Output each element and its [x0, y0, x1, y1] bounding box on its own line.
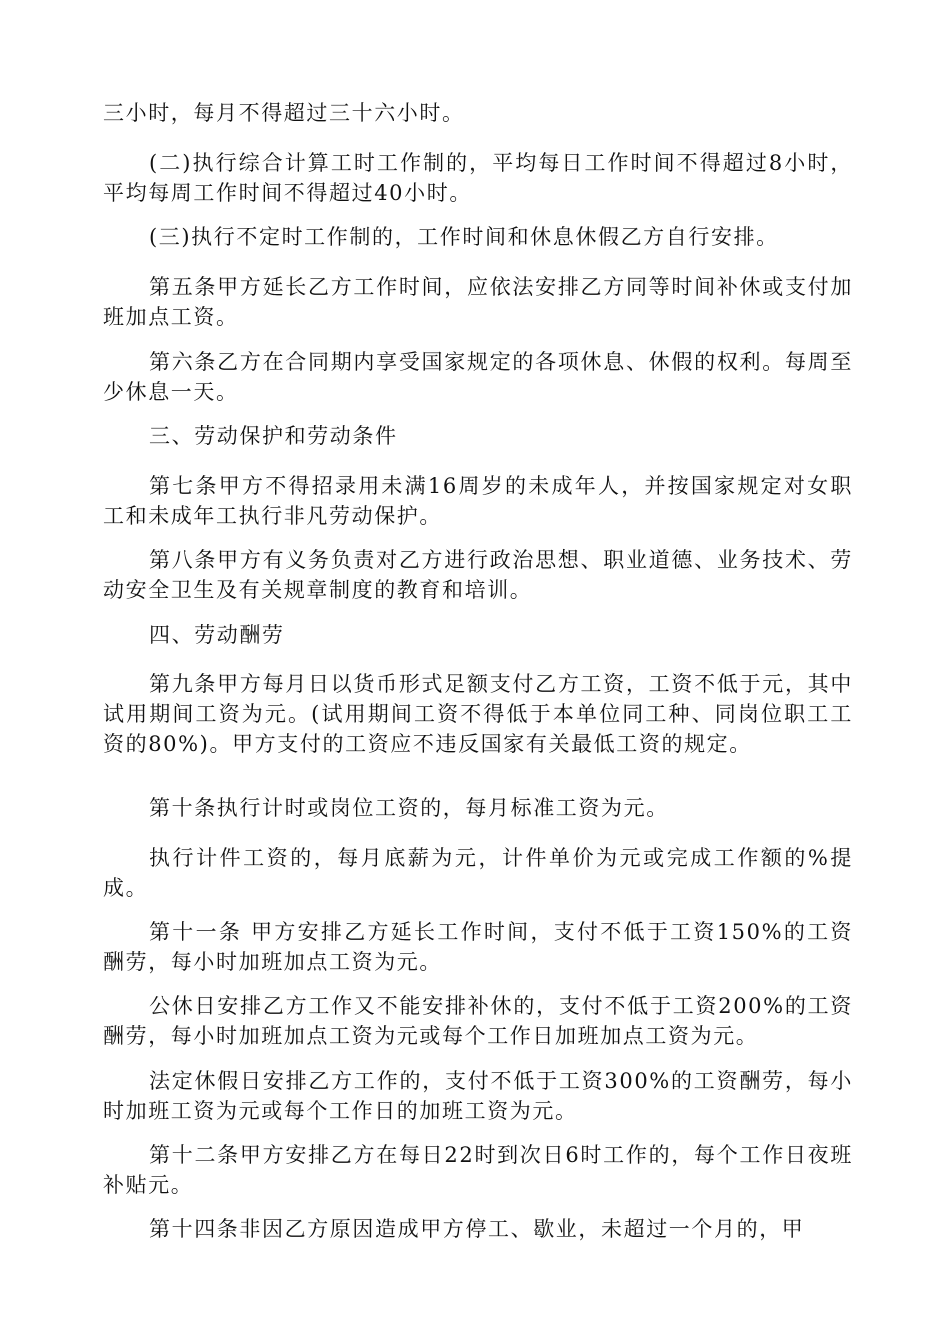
paragraph: 第十条执行计时或岗位工资的，每月标准工资为元。: [149, 796, 669, 820]
paragraph: 第七条甲方不得招录用未满16周岁的未成年人，并按国家规定对女职工和未成年工执行非凡劳动保护。: [103, 474, 853, 528]
paragraph: 公休日安排乙方工作又不能安排补休的，支付不低于工资200%的工资酬劳，每小时加班加点工资为元或每个工作日加班加点工资为元。: [103, 994, 853, 1048]
paragraph: (二)执行综合计算工时工作制的，平均每日工作时间不得超过8小时，平均每周工作时间不得超过40小时。: [103, 151, 853, 205]
paragraph: 第五条甲方延长乙方工作时间，应依法安排乙方同等时间补休或支付加班加点工资。: [103, 275, 853, 329]
paragraph: 第十二条甲方安排乙方在每日22时到次日6时工作的，每个工作日夜班补贴元。: [103, 1143, 853, 1197]
paragraph: 三小时，每月不得超过三十六小时。: [103, 101, 465, 125]
paragraph: 第六条乙方在合同期内享受国家规定的各项休息、休假的权利。每周至少休息一天。: [103, 350, 853, 404]
paragraph: 第十四条非因乙方原因造成甲方停工、歇业，未超过一个月的，甲: [149, 1217, 805, 1241]
paragraph: (三)执行不定时工作制的，工作时间和休息休假乙方自行安排。: [149, 225, 779, 249]
paragraph: 第九条甲方每月日以货币形式足额支付乙方工资，工资不低于元，其中试用期间工资为元。(试用期间工资不得低于本单位同工种、同岗位职工工资的80%)。甲方支付的工资应不违反国家有关最低工资的规定。: [103, 672, 853, 756]
paragraph: 第十一条 甲方安排乙方延长工作时间，支付不低于工资150%的工资酬劳，每小时加班加点工资为元。: [103, 920, 853, 974]
section-heading: 三、劳动保护和劳动条件: [149, 424, 398, 448]
paragraph: 第八条甲方有义务负责对乙方进行政治思想、职业道德、业务技术、劳动安全卫生及有关规章制度的教育和培训。: [103, 548, 853, 602]
section-heading: 四、劳动酬劳: [149, 623, 285, 647]
paragraph: 法定休假日安排乙方工作的，支付不低于工资300%的工资酬劳，每小时加班工资为元或每个工作日的加班工资为元。: [103, 1069, 853, 1123]
paragraph: 执行计件工资的，每月底薪为元，计件单价为元或完成工作额的%提成。: [103, 846, 853, 900]
